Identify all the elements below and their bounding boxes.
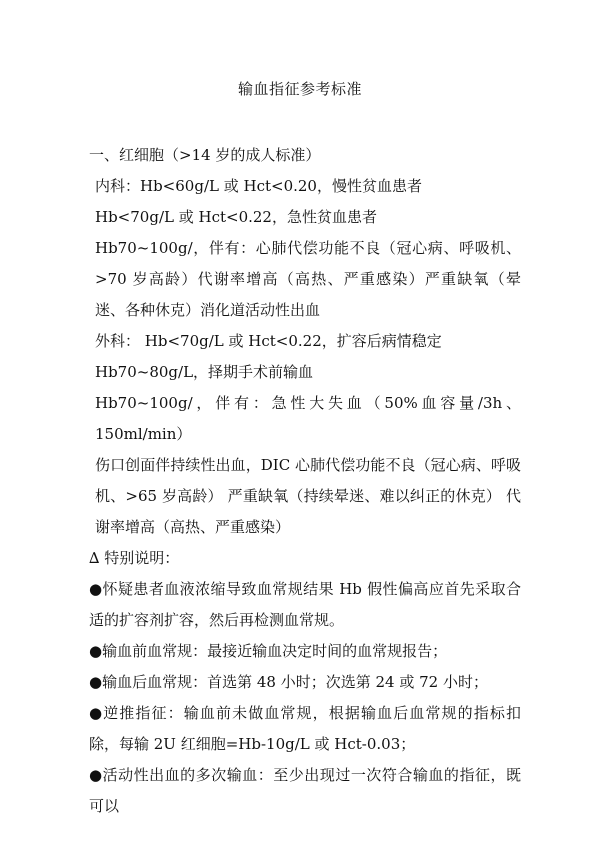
paragraph-acute-blood-loss: Hb70~100g/，伴有：急性大失血（50%血容量/3h、150ml/min） [95, 394, 521, 443]
paragraph-elective-surgery: Hb70~80g/L，择期手术前输血 [95, 363, 314, 381]
paragraph-internal-conditions: Hb70~100g/，伴有：心肺代偿功能不良（冠心病、呼吸机、>70 岁高龄）代谢率增高（高热、严重感染）严重缺氧（晕迷、各种休克）消化道活动性出血 [95, 239, 521, 319]
page-title: 输血指征参考标准 [237, 80, 362, 98]
paragraph-acute-anemia: Hb<70g/L 或 Hct<0.22，急性贫血患者 [95, 208, 377, 226]
document-body [89, 140, 521, 822]
note-hemoconcentration: ●怀疑患者血液浓缩导致血常规结果 Hb 假性偏高应首先采取合适的扩容剂扩容，然后再检测血常规。 [89, 580, 521, 629]
note-reverse-calculation: ●逆推指征：输血前未做血常规，根据输血后血常规的指标扣除，每输 2U 红细胞=Hb-10g/L 或 Hct-0.03； [89, 704, 521, 753]
note-active-bleeding: ●活动性出血的多次输血：至少出现过一次符合输血的指征，既可以 [89, 766, 521, 815]
paragraph-surgery: 外科： Hb<70g/L 或 Hct<0.22，扩容后病情稳定 [95, 332, 442, 350]
paragraph-surgical-conditions: 伤口创面伴持续性出血，DIC 心肺代偿功能不良（冠心病、呼吸机、>65 岁高龄） 严重缺氧（持续晕迷、难以纠正的休克） 代谢率增高（高热、严重感染） [95, 456, 521, 536]
special-notes-heading: ∆ 特别说明： [89, 549, 180, 567]
note-pre-transfusion: ●输血前血常规：最接近输血决定时间的血常规报告； [89, 642, 448, 660]
note-post-transfusion: ●输血后血常规：首选第 48 小时；次选第 24 或 72 小时； [89, 673, 488, 691]
paragraph-internal-medicine: 内科：Hb<60g/L 或 Hct<0.20，慢性贫血患者 [95, 177, 422, 195]
section-heading-red-cells: 一、红细胞（>14 岁的成人标准） [89, 146, 321, 164]
